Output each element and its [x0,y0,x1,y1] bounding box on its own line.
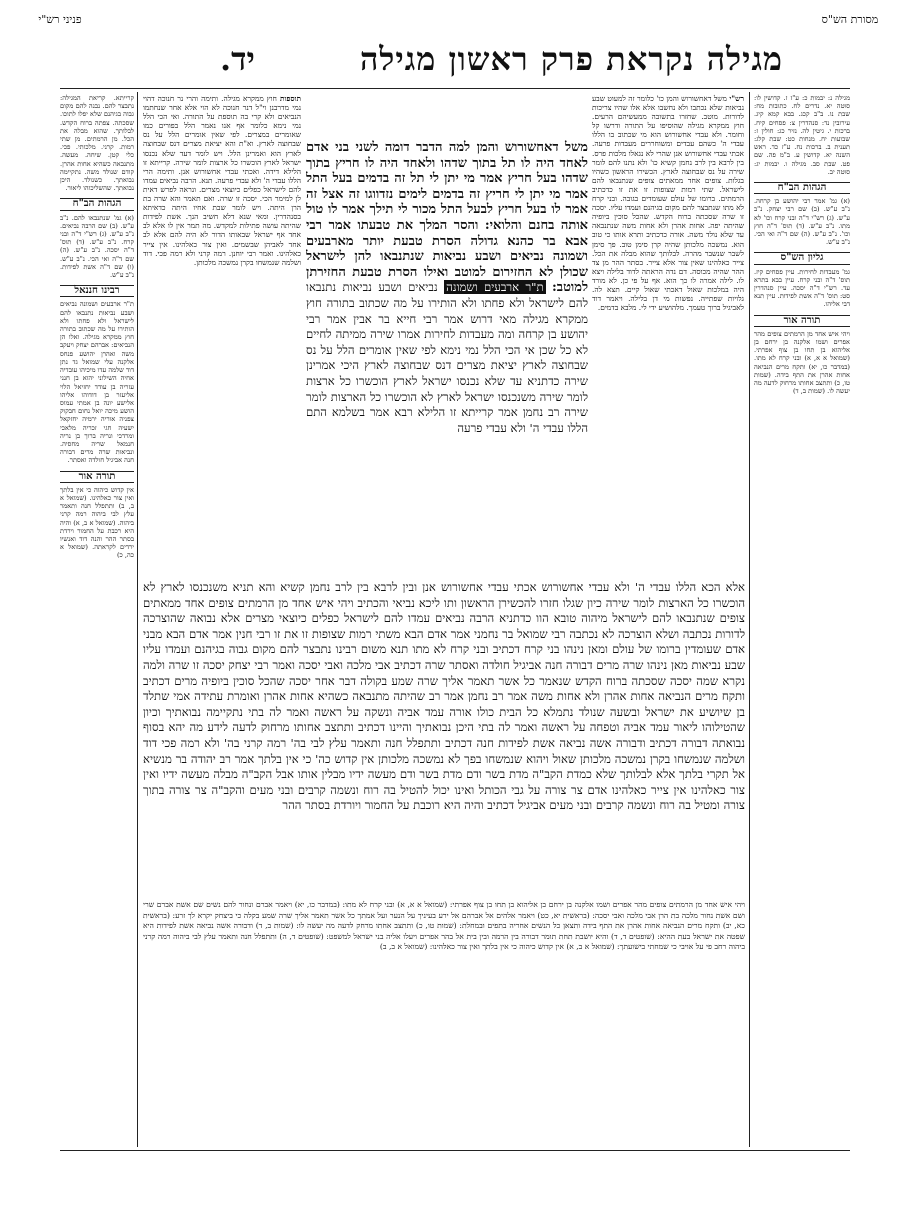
left-margin-divider [137,92,138,1147]
tosafot-text: חוץ ממקרא מגילה. ותימה והרי נר חנוכה דהוי נמי מדרבנן וי"ל דנר חנוכה לא הוי אלא אחר שנחתמו הנביאים ולא קרי בה תוספת על התורה. ואי הכי הלל נמי נימא כלומר אף אנו נאמר הלל בפורים כמו שאומרים במצרים. לפי שאין אומרים הלל על נס שבחוצה לארץ. וא"ת והא יציאת מצרים דנס שבחוצה לארץ הוא ואמרינן הלל. ויש לומר דעד שלא נכנסו ישראל לארץ הוכשרו כל ארצות לומר שירה. קרייתא זו הלילא דידה. ואכתי עבדי אחשורוש אנן. ותימה הרי הללו עבדי ה' ולא עבדי פרעה. תנא. הרבה נביאים עמדו להם לישראל כפלים כיוצאי מצרים. ונראה לפרש דאית לן למימר הכי. יסכה זו שרה. ואם תאמר והא שרה בת הרן היתה. ויש לומר שבת אחיו היתה כדאיתא בסנהדרין. ומאי שנא דלא חשיב הנך. אשת לפידות שהיתה עושה פתילות למקדש. מה תמר אין לו אלא לב אחד אף ישראל שבאותו הדור לא היה להם אלא לב אחד לאביהן שבשמים. ואין צור כאלהינו. אין צייר כאלהינו. ואמר רבי יוחנן. רמה קרני ולא רמה פכי. דוד ושלמה שנמשחו בקרן נמשכה מלכותן. [143,94,301,267]
left-torah-or-text: אין קדוש כיהוה כי אין בלתך ואין צור כאלהינו. (שמואל א ב, ב) ותתפלל חנה ותאמר עלץ לבי ביהוה רמה קרני ביהוה. (שמואל א ב, א) והיה היא רכבת על החמור וירדת בסתר ההר והנה דוד ואנשיו ירדים לקראתה. (שמואל א כה, כ) [60,485,134,560]
rashi-text: משל דאחשורוש והמן כו' כלומר זה למעוט שבע נביאות שלא נכתבו ולא נחשבו אלא אלו שהיו צריכות לדורות. מוטב. שחזרו בתשובה ממעשיהם הרעים. חוץ ממקרא מגילה שהוסיפו על התורה ודרשו קל וחומר. ולא עבדי אחשורוש הוא מי שכתוב בו הללו עבדי ה' כשהם עבדים ומשוחררים מעבדות פרעה. אכתי עבדי אחשורוש אנן שהרי לא נגאלו מלכות פרס. בין לרבא בין לרב נחמן קשיא כו' ולא נתנו להם לומר שירה על נס שבחוצה לארץ. הכשירו הראשון כשהיו בגלות. צופים אחד ממאתים צופים שנתנבאו להם לישראל. שתי רמות שצופות זו את זו כדכתיב הרמתים. ברומו של עולם שעומדים בגובה. ובני קרח לא מתו שנתבצר להם מקום בגיהנם ועמדו עליו. יסכה זו שרה שסכתה ברוח הקדש. שהכל סוכין ביופיה שהיתה יפה. אחות אהרן ולא אחות משה שנתנבאה עד שלא נולד משה. אורה כדכתיב ותרא אותו כי טוב הוא. נמשכה מלכותן שהיה קרן סימן טוב. פך סימן לשבר שנשבר מהרה. לבלותך שהוא מבלה את הכל. צייר כאלהינו שאין צור אלא צייר. בסתר ההר מן צד ההר שהיה מכוסה. דם נדה הראתה לדוד בלילה ויצא לו. לילה אמרה לו כך הוא. אף על פי כן. לא מורד היה במלכות שאול דאכתי שאול קיים. תצא לה. גלויות שפתייה. נפשות מי דן בלילה. ויאמר דוד לאביגיל ברוך טעמך. מלהושיע ידי לי. מלבא בדמים. [592,94,744,313]
bottom-notes-text: ויהי איש אחד מן הרמתים צופים מהר אפרים ושמו אלקנה בן ירחם בן אליהוא בן תחו בן צוף אפרתי: (שמואל א א, א) ובני קרח לא מתו: (במדבר כו, יא) ויאמר אברם ונחור להם נשים שם אשת אברם שרי ושם אשת נחור מלכה בת הרן אבי מלכה ואבי יסכה: (בראשית יא, כט) ויאמר אלהים אל אברהם אל ירע בעיניך על הנער ועל אמתך כל אשר תאמר אליך שרה שמע בקלה כי ביצחק יקרא לך זרע: (בראשית כא, יב) ותקח מרים הנביאה אחות אהרן את התף בידה ותצאן כל הנשים אחריה בתפים ובמחלת: (שמות טו, כ) ותתצב אחתו מרחק לדעה מה יעשה לו: (שמות ב, ד) ודבורה אשה נביאה אשת לפידות היא שפטה את ישראל בעת ההיא: (שופטים ד, ד) והיא יושבת תחת תומר דבורה בין הרמה ובין בית אל בהר אפרים ויעלו אליה בני ישראל למשפט: (שופטים ד, ה) ותתפלל חנה ותאמר עלץ לבי ביהוה רמה קרני ביהוה רחב פי על אויבי כי שמחתי בישועתך: (שמואל א ב, א) אין קדוש כיהוה כי אין בלתך ואין צור כאלהינו: (שמואל א ב, ב) [143,900,745,951]
left-gloss-heading: הגהות הב"ח [60,198,134,210]
bottom-notes [143,900,745,1145]
gilyon-heading: גליון הש"ס [754,252,850,264]
left-gloss-text: (א) גמ' שנתנבאו להם. נ"ב ע"ש. (ב) שם הרבה נביאים. נ"ב ע"ש. (ג) רש"י ד"ה ובני קרח. נ"ב ע"ש. (ד) תוס' ד"ה יסכה. נ"ב ע"ש. (ה) שם ד"ה ואי הכי. נ"ב ע"ש. (ו) שם ד"ה אשת לפידות. נ"ב ע"ש. [60,213,134,280]
gemara-paragraph-1: משל דאחשורוש והמן למה הדבר דומה לשני בני אדם לאחד היה לו תל בתוך שדהו ולאחד היה לו חריץ בתוך שדהו בעל חריץ אמר מי יתן לי תל זה בדמים בעל התל אמר מי יתן לי חריץ זה בדמים לימים נזדווגו זה אצל זה אמר לו בעל חריץ לבעל התל מכור לי תילך אמר לו טול אותה בחנם והלואי: והסר המלך את טבעתו אמר רבי אבא בר כהנא גדולה הסרת טבעת יותר מארבעים ושמונה נביאים ושבע נביאות שנתנבאו להן לישראל שכולן לא החזירום למוטב ואילו הסרת טבעת החזירתן למוטב: [306,140,588,296]
gemara-lower-paragraph: אלא הכא הללו עבדי ה' ולא עבדי אחשורוש אכתי עבדי אחשורוש אנן ובין לרבא בין לרב נחמן קשיא והא תניא משנכנסו לארץ לא הוכשרו כל הארצות לומר שירה כיון שגלו חזרו להכשירן הראשון ותו ליכא נביאי והכתיב ויהי איש אחד מן הרמתים צופים אחד ממאתים צופים שנתנבאו להם לישראל מיהוה טובא הוו כדתניא הרבה נביאים עמדו להם לישראל כפלים כיוצאי מצרים אלא נבואה שהוצרכה לדורות נכתבה ושלא הוצרכה לא נכתבה רבי שמואל בר נחמני אמר אדם הבא משתי רמות שצופות זו את זו רבי חנין אמר אדם הבא מבני אדם שעומדין ברומו של עולם ומאן נינהו בני קרח דכתיב ובני קרח לא מתו תנא משום רבינו נתבצר להם מקום גבוה בגיהנם ועמדו עליו שבע נביאות מאן נינהו שרה מרים דבורה חנה אביגיל חולדה ואסתר שרה דכתיב אבי מלכה ואבי יסכה ואמר רבי יצחק יסכה זו שרה ולמה נקרא שמה יסכה שסכתה ברוח הקדש שנאמר כל אשר תאמר אליך שרה שמע בקולה דבר אחר יסכה שהכל סוכין ביופיה מרים דכתיב ותקח מרים הנביאה אחות אהרן ולא אחות משה אמר רב נחמן אמר רב שהיתה מתנבאה כשהיא אחות אהרן ואומרת עתידה אמי שתלד בן שיושיע את ישראל ובשעה שנולד נתמלא כל הבית כולו אורה עמד אביה ונשקה על ראשה ואמר לה בתי נתקיימה נבואתיך וכיון שהטילוהו ליאור עמד אביה וטפחה על ראשה ואמר לה בתי היכן נבואתיך והיינו דכתיב ותתצב אחותו מרחוק לדעה לידע מה יהא בסוף נבואתה דבורה דכתיב ודבורה אשה נביאה אשת לפידות חנה דכתיב ותתפלל חנה ותאמר עלץ לבי בה' רמה קרני בה' ולא רמה פכי דוד ושלמה שנמשחו בקרן נמשכה מלכותן שאול ויהוא שנמשחו בפך לא נמשכה מלכותן אין קדוש כה' כי אין בלתך אמר רב יהודה בר מנשיא אל תקרי בלתך אלא לבלותך שלא כמדת הקב"ה מדת בשר ודם מדת בשר ודם מעשה ידיו מבלין אותו אבל הקב"ה מבלה מעשה ידיו ואין צור כאלהינו אין צייר כאלהינו אדם צר צורה על גבי הכותל ואינו יכול להטיל בה רוח ונשמה קרבים ובני מעים והקב"ה צר צורה בתוך צורה ומטיל בה רוח ונשמה קרבים ובני מעים אביגיל דכתיב והיה היא רוכבת על החמור ויורדת בסתר ההר [143,580,745,813]
right-margin-divider [749,92,750,1147]
rashi-column [592,94,744,549]
gemara-main-text [306,140,588,575]
rabbenu-chananel-text: ת"ר ארבעים ושמונה נביאים ושבע נביאות נתנבאו להם לישראל ולא פחתו ולא הותירו על מה שכתוב בתורה חוץ ממקרא מגילה. ואלו הן הנביאים: אברהם יצחק ויעקב משה ואהרן יהושע פנחס אלקנה עלי שמואל גד נתן דוד שלמה עדו מיכיהו עובדיה אחיה השילוני יהוא בן חנני עזריה בן עודד יחזיאל הלוי אליעזר בן דודוהו אליהו אלישע יונה בן אמתי עמוס הושע מיכה יואל נחום חבקוק צפניה אוריה ירמיה יחזקאל ישעיה חגי זכריה מלאכי ומרדכי ונריה ברוך בן נריה חנמאל שריה מחסיה. ונביאות שרה מרים דבורה חנה אביגיל חולדה ואסתר. [60,300,134,465]
left-torah-or-heading: תורה אור [60,471,134,483]
tosafot-column [143,94,301,549]
right-margin-column [754,94,850,1144]
gilyon-text: גמ' מעבדות לחירות. עיין פסחים קיז. תוס' ד"ה ובני קרח. עיין בבא בתרא עד. רש"י ד"ה יסכה. עיין סנהדרין סט: תוס' ד"ה אשת לפידות. עיין תנא דבי אליהו. [754,267,850,309]
gemara-paragraph-2: נביאים ושבע נביאות נתנבאו להם לישראל ולא פחתו ולא הותירו על מה שכתוב בתורה חוץ ממקרא מגילה מאי דרוש אמר רבי חייא בר אבין אמר רבי יהושע בן קרחה ומה מעבדות לחירות אמרו שירה ממיתה לחיים לא כל שכן אי הכי הלל נמי נימא לפי שאין אומרים הלל על נס שבחוצה לארץ יציאת מצרים דנס שבחוצה לארץ היכי אמרינן שירה כדתניא עד שלא נכנסו ישראל לארץ הוכשרו כל ארצות לומר שירה משנכנסו ישראל לארץ לא הוכשרו כל הארצות לומר שירה רב נחמן אמר קרייתא זו הלילא רבא אמר בשלמא התם הללו עבדי ה' ולא עבדי פרעה [306,280,588,435]
right-corner-label: מסורת הש"ס [821,13,879,26]
rashi-heading: רש"י [729,94,744,103]
right-torah-or-heading: תורה אור [754,315,850,327]
left-margin-notes: קרייתא. קריאת המגילה: נתבצר להם. נבנה להם מקום גבוה בגיהנם שלא יפלו לתוכו. שסכתה. צפתה ברוח הקדש. לבלותך. שהוא מבלה את הכל. מן הרמתים. מן שתי רמות. קרני. מלכותי. פכי. כלי קטן. שיחה. מעשה. מתנבאה כשהיא אחות אהרן. קודם שנולד משה. נתקיימה נבואתך. כשנולד. היכן נבואתך. שהשליכוהו ליאור. [60,94,134,193]
left-margin-column [60,94,134,1144]
right-gloss-heading: הגהות הב"ח [754,182,850,194]
page-title: מגילה נקראת פרק ראשון מגילה [360,40,783,78]
header-rule [60,88,850,89]
bottom-rule [60,1150,850,1151]
right-torah-or-text: ויהי איש אחד מן הרמתים צופים מהר אפרים ושמו אלקנה בן ירחם בן אליהוא בן תחו בן צוף אפרתי. (שמואל א א, א) ובני קרח לא מתו. (במדבר כו, יא) ותקח מרים הנביאה אחות אהרן את התף בידה. (שמות טו, כ) ותתצב אחותו מרחוק לדעה מה יעשה לו. (שמות ב, ד) [754,329,850,396]
page-header [38,13,879,82]
gemara-highlight: ת"ר ארבעים ושמונה [446,280,544,295]
tosafot-heading: תוספות [279,94,301,103]
left-corner-label: פניני רש"י [38,13,82,26]
right-gloss-text: (א) גמ' אמר רבי יהושע בן קרחה. נ"ב ע"ש. (ב) שם רבי יצחק. נ"ב ע"ש. (ג) רש"י ד"ה ובני קרח וכו' לא מתו. נ"ב ע"ש. (ד) תוס' ד"ה חוץ וכו'. נ"ב ע"ש. (ה) שם ד"ה ואי הכי. נ"ב ע"ש. [754,197,850,247]
mesoret-text: מגילה נ: יבמות כ: ע"ז ז. קדושין לו: סוטה יא. נדרים לח. כתובות מח: שבת נו. ב"ב קכג. בבא קמא קיג. עירובין נד: סנהדרין צ: פסחים קיח. ברכות י. גיטין לה. נזיר כג: חולין ז: שבועות יח. מנחות כט: שבת קלג: תענית ב. ברכות נח. ע"ז כד. ראש השנה יא. קדושין ע. ב"מ פה. שם פט. שבת סב. מגילה ו. יבמות יג: סוטה יב. [754,94,850,176]
rabbenu-chananel-heading: רבינו חננאל [60,285,134,297]
gemara-lower-text [143,580,745,895]
page-number: יד. [220,40,255,78]
